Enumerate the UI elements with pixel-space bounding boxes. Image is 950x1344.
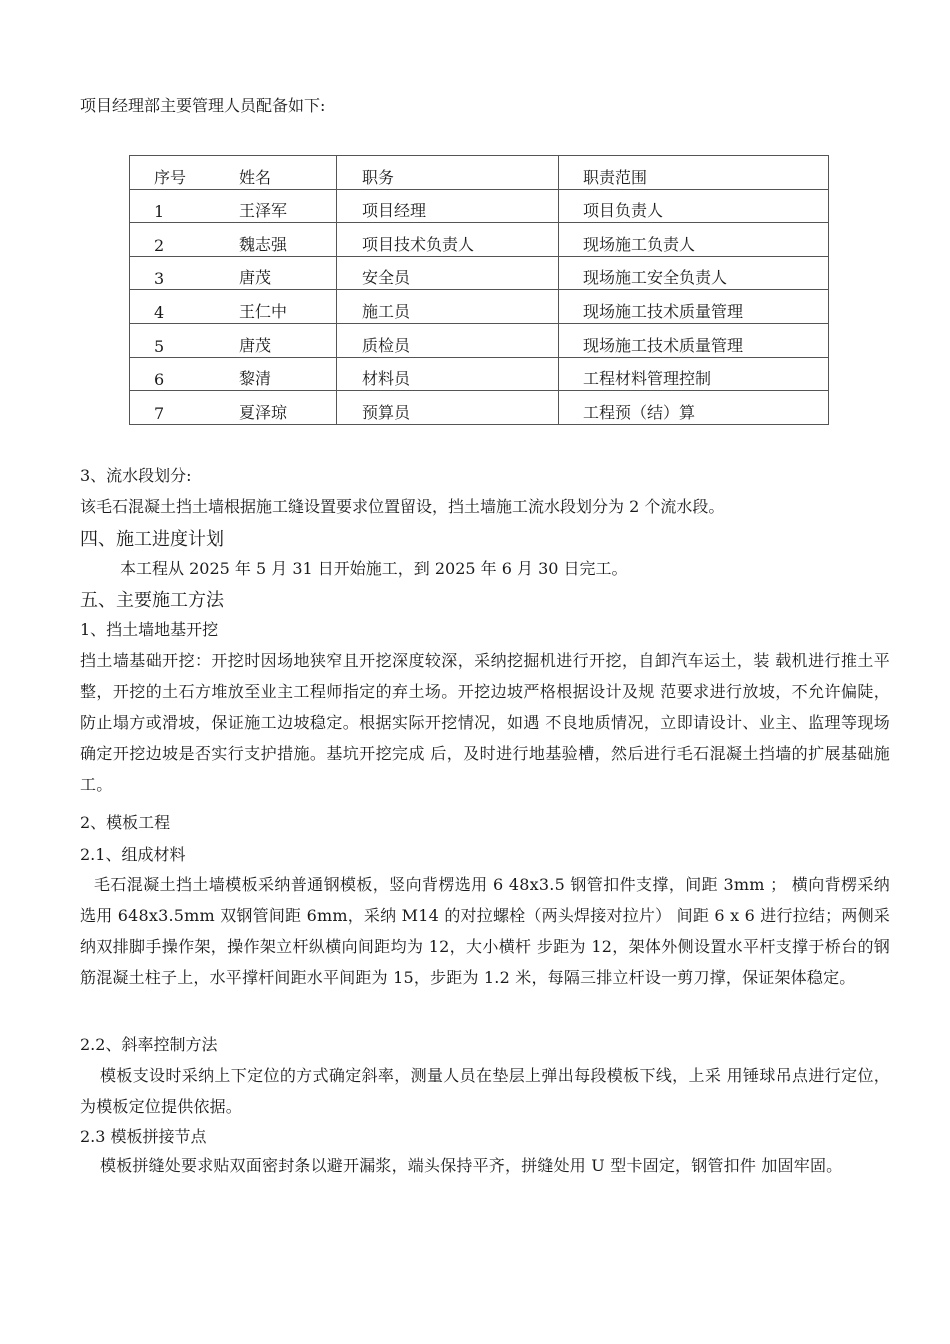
cell-scope: 工程预（结）算 — [559, 391, 829, 425]
cell-position: 施工员 — [337, 290, 559, 324]
sub2-3-heading: 2.3 模板拼接节点 — [80, 1127, 207, 1146]
cell-name: 唐茂 — [239, 256, 337, 290]
table-row — [130, 290, 829, 324]
section5-heading: 五、主要施工方法 — [80, 590, 224, 611]
table-row — [130, 357, 829, 391]
cell-index: 2 — [130, 223, 240, 257]
header-name: 姓名 — [239, 156, 337, 190]
table-row — [130, 323, 829, 357]
section3-heading: 3、流水段划分: — [80, 466, 192, 485]
table-header-row — [130, 156, 829, 190]
sub2-3-body: 模板拼缝处要求贴双面密封条以避开漏浆，端头保持平齐，拼缝处用 U 型卡固定，钢管扣件 加固牢固。 — [100, 1156, 843, 1175]
cell-scope: 项目负责人 — [559, 189, 829, 223]
header-position: 职务 — [337, 156, 559, 190]
cell-position: 项目技术负责人 — [337, 223, 559, 257]
cell-name: 魏志强 — [239, 223, 337, 257]
section4-heading: 四、施工进度计划 — [80, 529, 224, 550]
cell-position: 质检员 — [337, 323, 559, 357]
sub2-heading: 2、模板工程 — [80, 813, 171, 832]
cell-index: 4 — [130, 290, 240, 324]
sub1-body: 挡土墙基础开挖：开挖时因场地狭窄且开挖深度较深，采纳挖掘机进行开挖，自卸汽车运土，装 载机进行推土平整，开挖的土石方堆放至业主工程师指定的弃土场。开挖边坡严格根据设计及规 范要求进行放坡，不允许偏陡，防止塌方或滑坡，保证施工边坡稳定。根据实际开挖情况，如遇 不良地质情况，立即请设计、业主、监理等现场确定开挖边坡是否实行支护措施。基坑开挖完成 后，及时进行地基验槽，然后进行毛石混凝土挡墙的扩展基础施工。 — [80, 651, 890, 794]
staff-table — [129, 155, 829, 425]
cell-position: 材料员 — [337, 357, 559, 391]
sub1-heading: 1、挡土墙地基开挖 — [80, 620, 219, 639]
cell-position: 预算员 — [337, 391, 559, 425]
cell-name: 王仁中 — [239, 290, 337, 324]
cell-scope: 现场施工安全负责人 — [559, 256, 829, 290]
cell-scope: 现场施工技术质量管理 — [559, 290, 829, 324]
cell-index: 7 — [130, 391, 240, 425]
intro-text: 项目经理部主要管理人员配备如下: — [80, 96, 326, 115]
sub2-2-heading: 2.2、斜率控制方法 — [80, 1035, 218, 1054]
table-row — [130, 256, 829, 290]
sub2-1-heading: 2.1、组成材料 — [80, 845, 186, 864]
section4-body: 本工程从 2025 年 5 月 31 日开始施工，到 2025 年 6 月 30 日完工。 — [120, 559, 628, 578]
sub2-2-body: 模板支设时采纳上下定位的方式确定斜率，测量人员在垫层上弹出每段模板下线，上采 用锤球吊点进行定位，为模板定位提供依据。 — [80, 1066, 890, 1116]
cell-position: 安全员 — [337, 256, 559, 290]
cell-scope: 现场施工技术质量管理 — [559, 323, 829, 357]
sub2-1-body: 毛石混凝土挡土墙模板采纳普通钢模板，竖向背楞选用 6 48x3.5 钢管扣件支撑，间距 3mm ； 横向背楞采纳选用 648x3.5mm 双钢管间距 6mm，采纳 M14 的对拉螺栓（两头焊接对拉片） 间距 6 x 6 进行拉结；两侧采纳双排脚手操作架，操作架立杆纵横向间距均为 12，大小横杆 步距为 12，架体外侧设置水平杆支撑于桥台的钢筋混凝土柱子上，水平撑杆间距水平间距为 15，步距为 1.2 米，每隔三排立杆设一剪刀撑，保证架体稳定。 — [80, 875, 890, 987]
cell-name: 王泽军 — [239, 189, 337, 223]
header-index: 序号 — [130, 156, 240, 190]
cell-name: 夏泽琼 — [239, 391, 337, 425]
cell-index: 1 — [130, 189, 240, 223]
cell-position: 项目经理 — [337, 189, 559, 223]
table-row — [130, 223, 829, 257]
header-scope: 职责范围 — [559, 156, 829, 190]
cell-name: 唐茂 — [239, 323, 337, 357]
cell-index: 6 — [130, 357, 240, 391]
cell-scope: 工程材料管理控制 — [559, 357, 829, 391]
table-row — [130, 391, 829, 425]
cell-name: 黎清 — [239, 357, 337, 391]
cell-index: 5 — [130, 323, 240, 357]
cell-scope: 现场施工负责人 — [559, 223, 829, 257]
section3-body: 该毛石混凝土挡土墙根据施工缝设置要求位置留设，挡土墙施工流水段划分为 2 个流水段。 — [80, 497, 725, 516]
cell-index: 3 — [130, 256, 240, 290]
table-row — [130, 189, 829, 223]
